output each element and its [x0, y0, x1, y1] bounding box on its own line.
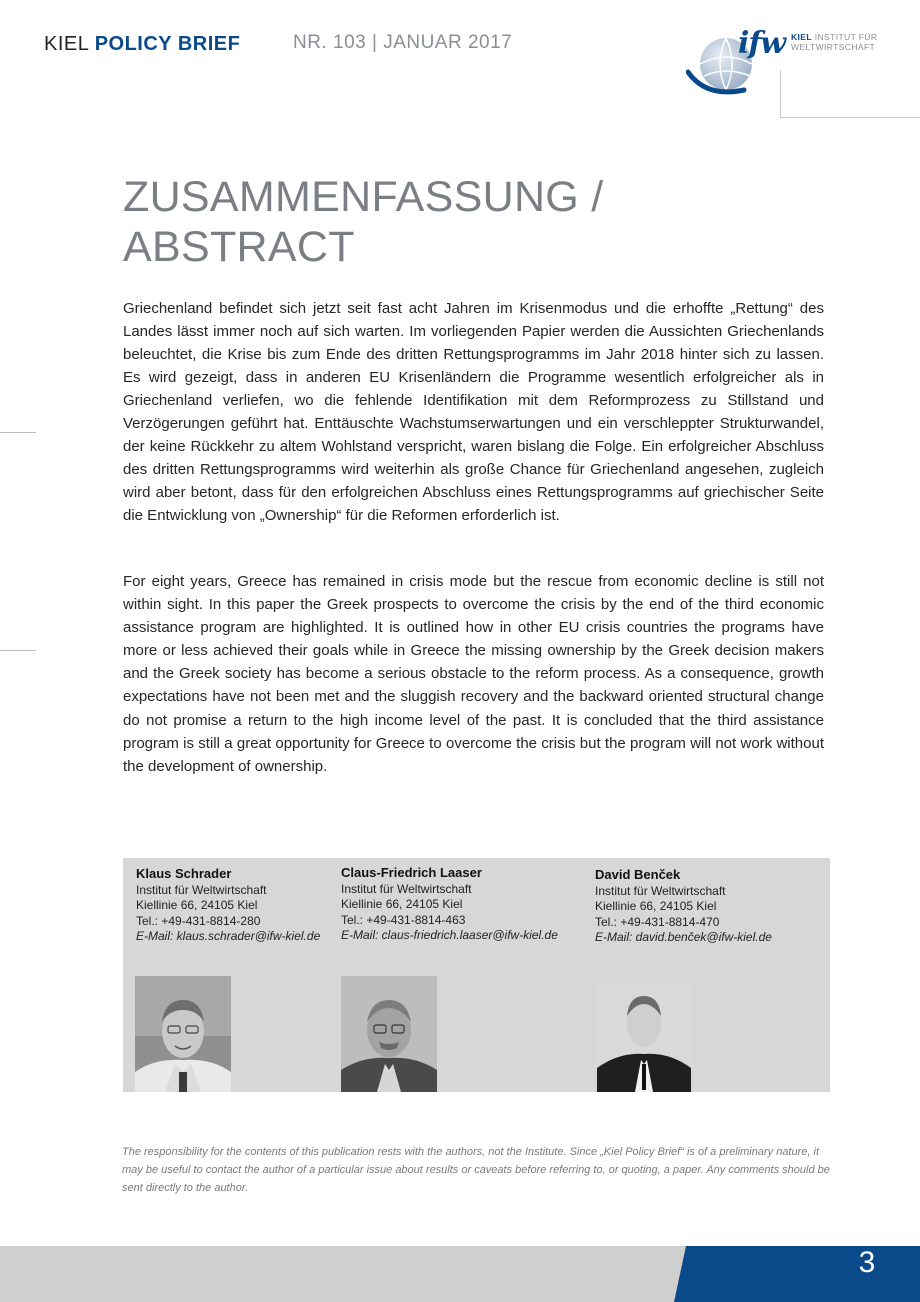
authors-box [123, 858, 830, 1092]
title-line-2: ABSTRACT [123, 223, 355, 271]
abstract-english: For eight years, Greece has remained in crisis mode but the rescue from economic decline is still not within sight. In this paper the Greek prospects to overcome the crisis by the end of the third economic assistance program are highlighted. It is outlined how in other EU crisis countries the programs have more or less achieved their goals while in Greece the missing ownership by the Greek decision makers and the Greek society has become a serious obstacle to the reform process. As a consequence, growth expectations have not been met and the sluggish recovery and the backward oriented structural change do not promise a return to the high income level of the past. It is concluded that the third assistance program is still a great opportunity for Greece to overcome the crisis but the program will not work without the development of ownership. [123, 573, 824, 775]
ifw-logo [686, 26, 896, 96]
author-photo [135, 976, 231, 1092]
author-name: Claus-Friedrich Laaser [341, 865, 482, 880]
publication-series [44, 33, 240, 56]
header-rule-vertical [780, 70, 781, 118]
abstract-german: Griechenland befindet sich jetzt seit fast acht Jahren im Krisenmodus und die erhoffte „Rettung“ des Landes lässt immer noch auf sich warten. Im vorliegenden Papier werden die Aussichten Griechenlands beleuchtet, die Krise bis zum Ende des dritten Rettungsprogramms im Jahr 2018 hinter sich zu lassen. Es wird gezeigt, dass in anderen EU Krisenländern die Programme wesentlich erfolgreicher als in Griechenland verliefen, wo die fehlende Identifikation mit dem Reformprozess zu Stillstand und Verzögerungen geführt hat. Enttäuschte Wachstumserwartungen und ein verschleppter Strukturwandel, der keine Rückkehr zu altem Wohlstand verspricht, waren bislang die Folge. Ein erfolgreicher Abschluss des dritten Rettungsprogramms wird weiterhin als große Chance für Griechenland angesehen, zugleich wird aber betont, dass für den erfolgreichen Abschluss eines Rettungsprogramms auf griechischer Seite die Entwicklung von „Ownership“ für die Reformen erforderlich ist. [123, 300, 824, 524]
author-email[interactable]: E-Mail: claus-friedrich.laaser@ifw-kiel.de [341, 928, 558, 942]
author-institute: Institut für Weltwirtschaft [341, 881, 472, 896]
author-card [341, 865, 558, 944]
author-email[interactable]: E-Mail: david.benček@ifw-kiel.de [595, 930, 772, 944]
author-institute: Institut für Weltwirtschaft [136, 882, 267, 897]
logo-line1: INSTITUT FÜR [814, 32, 878, 42]
author-phone: Tel.: +49-431-8814-463 [341, 912, 466, 927]
logo-line2: WELTWIRTSCHAFT [791, 42, 876, 52]
margin-mark [0, 650, 36, 651]
title-line-1: ZUSAMMENFASSUNG / [123, 173, 604, 221]
author-email[interactable]: E-Mail: klaus.schrader@ifw-kiel.de [136, 929, 321, 943]
disclaimer: The responsibility for the contents of this publication rests with the authors, not the Institute. Since „Kiel Policy Brief“ is of a preliminary nature, it may be useful to contact the author of a particular issue about results or caveats before referring to, or quoting, a paper. Any comments should be sent directly to the author. [122, 1146, 830, 1194]
page-number: 3 [858, 1246, 876, 1279]
logo-mark: ifw [738, 26, 786, 61]
series-kiel: KIEL [44, 33, 89, 55]
header-rule-horizontal [780, 117, 920, 118]
issue-number: NR. 103 | JANUAR 2017 [293, 32, 513, 53]
author-photo [597, 978, 691, 1092]
logo-kiel: KIEL [791, 32, 812, 42]
author-address: Kiellinie 66, 24105 Kiel [136, 898, 258, 912]
author-card [595, 867, 772, 946]
author-card [136, 866, 320, 945]
margin-mark [0, 432, 36, 433]
page-title [123, 172, 604, 272]
series-policy-brief: POLICY BRIEF [94, 33, 241, 55]
author-phone: Tel.: +49-431-8814-280 [136, 913, 261, 928]
footer-band [0, 1246, 920, 1302]
author-address: Kiellinie 66, 24105 Kiel [595, 899, 717, 913]
author-institute: Institut für Weltwirtschaft [595, 883, 726, 898]
author-photo [341, 976, 437, 1092]
author-name: David Benček [595, 867, 681, 882]
author-address: Kiellinie 66, 24105 Kiel [341, 897, 463, 911]
author-phone: Tel.: +49-431-8814-470 [595, 914, 720, 929]
logo-institute-name [791, 32, 877, 52]
author-name: Klaus Schrader [136, 866, 232, 881]
